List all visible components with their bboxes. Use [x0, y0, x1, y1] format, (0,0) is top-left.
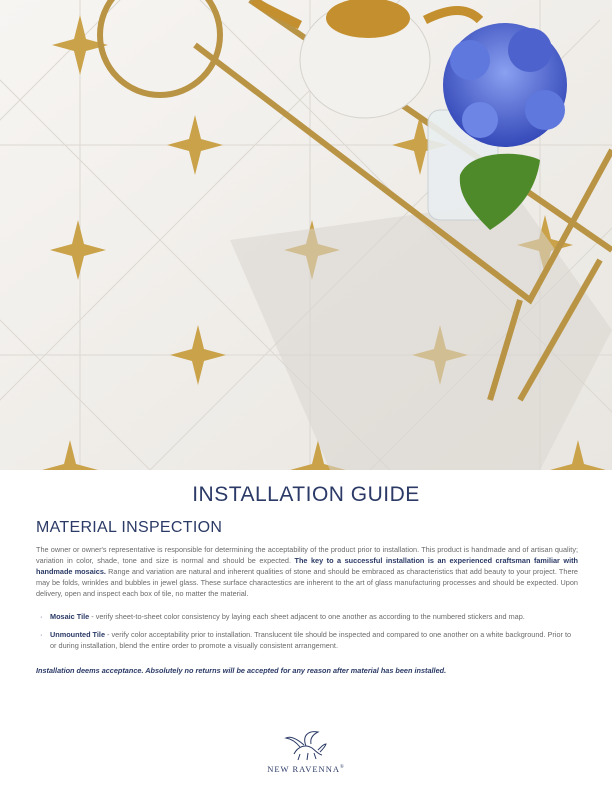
page-title: INSTALLATION GUIDE [192, 483, 420, 506]
paragraph-text-2: Range and variation are natural and inherent qualities of stone and should be embraced as characteristics that add beauty to your project. There may be folds, wrinkles and bubbles in jewel glass. These surface charactestics are inherent to the art of glass manufacturing processes and should be expected. Upon delivery, open and inspect each box of tile, no matter the material. [36, 567, 578, 598]
bullet-marker: · [40, 630, 43, 639]
bullet-text: - verify color acceptability prior to installation. Translucent tile should be inspected and compared to one another on a white background. Prior to or during installation, blend the entire order to promote a visually consistent arrangement. [50, 630, 572, 650]
bullet-term: Unmounted Tile [50, 630, 105, 639]
paragraph-text-1: The owner or owner's representative is responsible for determining the acceptability of the product prior to installation. This product is handmade and of artisan quality; variation in color, shade, tone and size is normal and should be expected. [36, 545, 578, 565]
bullet-text: - verify sheet-to-sheet color consistency by laying each sheet adjacent to one another as according to the numbered stickers and map. [89, 612, 525, 621]
bullet-list [36, 611, 578, 658]
paragraph-bold: The key to a successful installation is an experienced craftsman familiar with handmade mosaics. [36, 556, 578, 576]
section-heading: MATERIAL INSPECTION [36, 519, 223, 536]
brand-name-text: NEW RAVENNA [267, 764, 340, 774]
body-paragraph [36, 544, 578, 599]
bullet-item-mosaic-tile [36, 611, 578, 622]
bullet-marker: · [40, 612, 43, 621]
registered-mark: ® [339, 765, 345, 771]
bullet-term: Mosaic Tile [50, 612, 90, 621]
brand-name [256, 764, 356, 774]
pegasus-icon [256, 726, 356, 762]
brand-logo [256, 726, 356, 776]
bullet-item-unmounted-tile [36, 629, 578, 651]
acceptance-notice: Installation deems acceptance. Absolutely no returns will be accepted for any reason after material has been installed. [36, 666, 447, 675]
